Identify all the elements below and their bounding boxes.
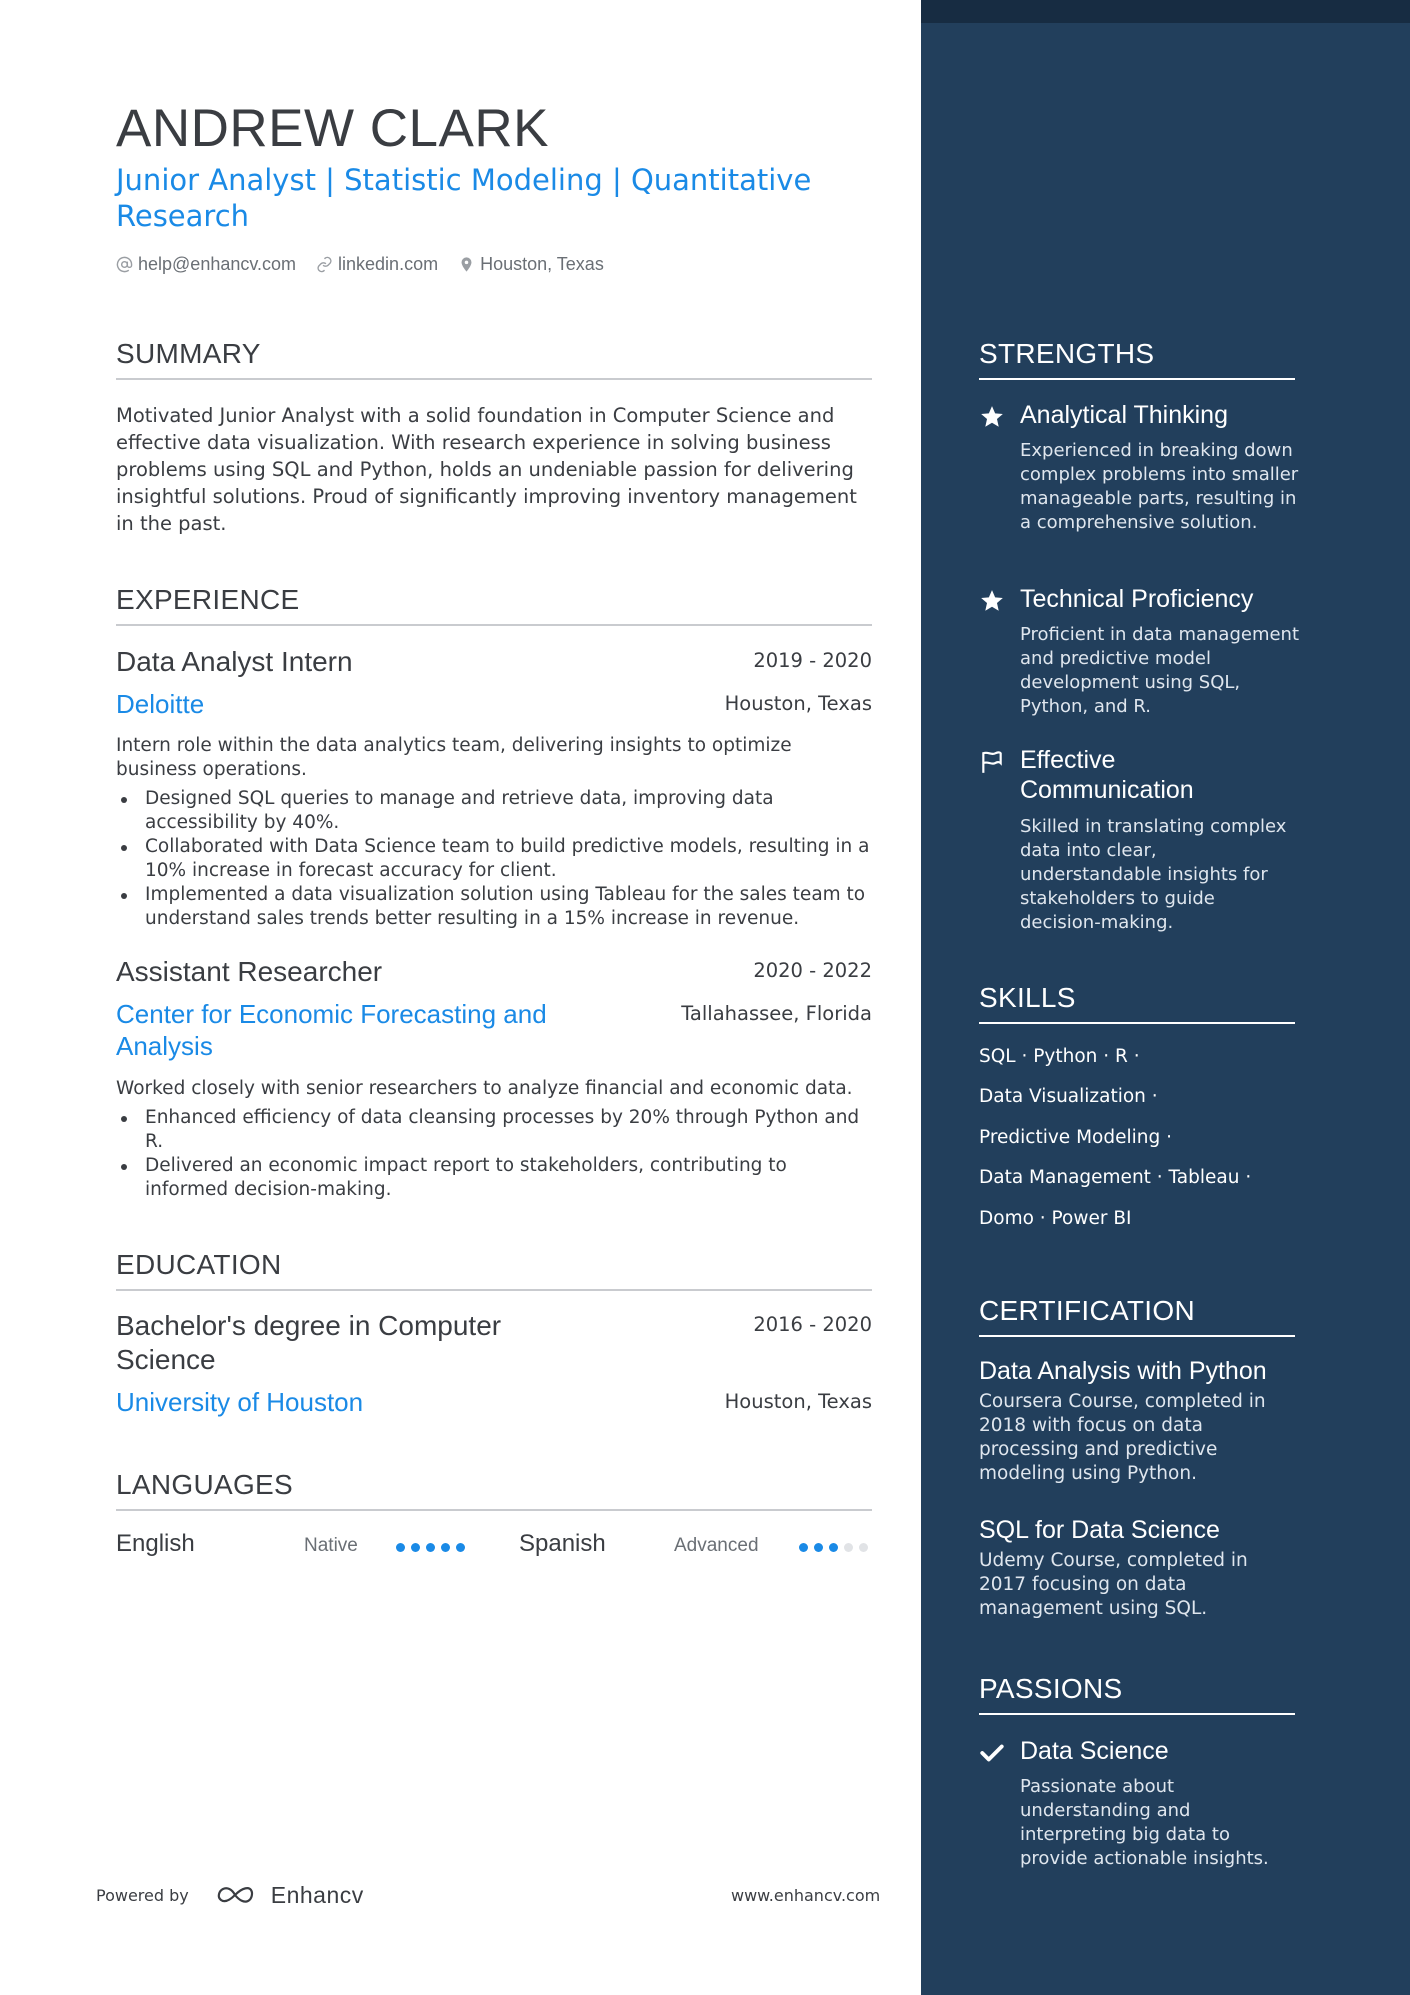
- language-name: Spanish: [519, 1530, 606, 1557]
- list-item: Delivered an economic impact report to stakeholders, contributing to informed decision-making.: [116, 1154, 872, 1202]
- job-description: Intern role within the data analytics team, delivering insights to optimize business operations.: [116, 735, 792, 780]
- rating-dot: [441, 1543, 450, 1552]
- list-item: Enhanced efficiency of data cleansing processes by 20% through Python and R.: [116, 1106, 872, 1154]
- school-location: Houston, Texas: [724, 1390, 872, 1413]
- education-dates: 2016 - 2020: [753, 1313, 872, 1336]
- passion-title: Data Science: [1020, 1737, 1169, 1765]
- enhancv-logo[interactable]: [215, 1882, 364, 1909]
- job-role: Data Analyst Intern: [116, 646, 353, 677]
- candidate-headline: Junior Analyst | Statistic Modeling | Quantitative Research: [116, 163, 812, 233]
- job-role: Assistant Researcher: [116, 956, 383, 987]
- job-bullets: [116, 1106, 872, 1202]
- skill-line: Data Visualization ·: [979, 1086, 1158, 1107]
- rating-dot: [844, 1543, 853, 1552]
- company-name: Deloitte: [116, 689, 205, 719]
- passions-section-title: PASSIONS: [979, 1673, 1295, 1715]
- language-level: Advanced: [674, 1535, 759, 1556]
- strength-description: Skilled in translating complex data into clear, understandable insights for stakeholders to guide decision-making.: [1020, 816, 1287, 933]
- strength-description: Proficient in data management and predictive model development using SQL, Python, and R.: [1020, 624, 1300, 717]
- skill-line: SQL · Python · R ·: [979, 1046, 1140, 1067]
- at-sign-icon: [116, 256, 133, 273]
- certification-title: SQL for Data Science: [979, 1516, 1220, 1544]
- summary-text: Motivated Junior Analyst with a solid foundation in Computer Science and effective data visualization. With research experience in solving business problems using SQL and Python, holds an undeniable passion for delivering insightful solutions. Proud of significantly improving inventory management in the past.: [116, 404, 857, 535]
- language-name: English: [116, 1530, 195, 1557]
- location-pin-icon: [458, 256, 475, 273]
- certification-title: Data Analysis with Python: [979, 1357, 1267, 1385]
- experience-section-title: EXPERIENCE: [116, 584, 872, 626]
- job-dates: 2020 - 2022: [753, 959, 872, 982]
- rating-dot: [829, 1543, 838, 1552]
- strength-description: Experienced in breaking down complex problems into smaller manageable parts, resulting in a comprehensive solution.: [1020, 440, 1299, 533]
- skill-line: Data Management · Tableau ·: [979, 1167, 1252, 1188]
- strengths-section-title: STRENGTHS: [979, 338, 1295, 380]
- linkedin-text: linkedin.com: [338, 254, 439, 274]
- flag-icon: [979, 749, 1005, 775]
- school-name: University of Houston: [116, 1387, 364, 1417]
- job-description: Worked closely with senior researchers to analyze financial and economic data.: [116, 1078, 853, 1099]
- certification-section-title: CERTIFICATION: [979, 1295, 1295, 1337]
- certification-item: [979, 1356, 1295, 1486]
- website-link[interactable]: www.enhancv.com: [731, 1886, 881, 1905]
- job-dates: 2019 - 2020: [753, 649, 872, 672]
- rating-dot: [426, 1543, 435, 1552]
- passion-description: Passionate about understanding and interpreting big data to provide actionable insights.: [1020, 1776, 1269, 1869]
- candidate-name: ANDREW CLARK: [116, 99, 550, 158]
- rating-dot: [859, 1543, 868, 1552]
- education-section-title: EDUCATION: [116, 1249, 872, 1291]
- certification-description: Coursera Course, completed in 2018 with focus on data processing and predictive modeling using Python.: [979, 1391, 1266, 1484]
- company-name: Center for Economic Forecasting and Analysis: [116, 999, 547, 1061]
- skills-section-title: SKILLS: [979, 982, 1295, 1024]
- contact-info: [116, 254, 604, 275]
- languages-section-title: LANGUAGES: [116, 1469, 872, 1511]
- list-item: Implemented a data visualization solution using Tableau for the sales team to understand sales trends better resulting in a 15% increase in revenue.: [116, 883, 872, 931]
- list-item: Designed SQL queries to manage and retrieve data, improving data accessibility by 40%.: [116, 787, 872, 835]
- linkedin-contact[interactable]: [316, 254, 438, 275]
- languages-row: [116, 1530, 872, 1564]
- check-icon: [979, 1740, 1005, 1766]
- strength-title: Technical Proficiency: [1020, 585, 1254, 613]
- job-bullets: [116, 787, 872, 931]
- sidebar-top-bar: [921, 0, 1410, 23]
- job-location: Tallahassee, Florida: [681, 1002, 872, 1025]
- rating-dot: [411, 1543, 420, 1552]
- enhancv-logo-icon: [215, 1884, 261, 1906]
- language-rating: [799, 1543, 868, 1552]
- language-level: Native: [304, 1535, 358, 1556]
- rating-dot: [396, 1543, 405, 1552]
- list-item: Collaborated with Data Science team to build predictive models, resulting in a 10% increase in forecast accuracy for client.: [116, 835, 872, 883]
- email-text: help@enhancv.com: [138, 254, 297, 274]
- language-rating: [396, 1543, 465, 1552]
- location-contact: [458, 254, 604, 275]
- certification-description: Udemy Course, completed in 2017 focusing on data management using SQL.: [979, 1550, 1248, 1619]
- star-icon: [979, 588, 1005, 614]
- strength-title: Effective Communication: [1020, 746, 1194, 804]
- strength-title: Analytical Thinking: [1020, 401, 1228, 429]
- skill-line: Predictive Modeling ·: [979, 1127, 1172, 1148]
- skill-line: Domo · Power BI: [979, 1208, 1132, 1229]
- powered-by-text: Powered by: [96, 1885, 189, 1905]
- rating-dot: [799, 1543, 808, 1552]
- star-icon: [979, 404, 1005, 430]
- summary-section-title: SUMMARY: [116, 338, 872, 380]
- email-contact[interactable]: [116, 254, 296, 275]
- degree-name: Bachelor's degree in Computer Science: [116, 1310, 502, 1375]
- location-text: Houston, Texas: [480, 254, 604, 274]
- rating-dot: [456, 1543, 465, 1552]
- certification-item: [979, 1515, 1295, 1621]
- link-icon: [316, 256, 333, 273]
- rating-dot: [814, 1543, 823, 1552]
- powered-by: [96, 1880, 364, 1910]
- job-location: Houston, Texas: [724, 692, 872, 715]
- enhancv-brand-text: Enhancv: [270, 1881, 364, 1908]
